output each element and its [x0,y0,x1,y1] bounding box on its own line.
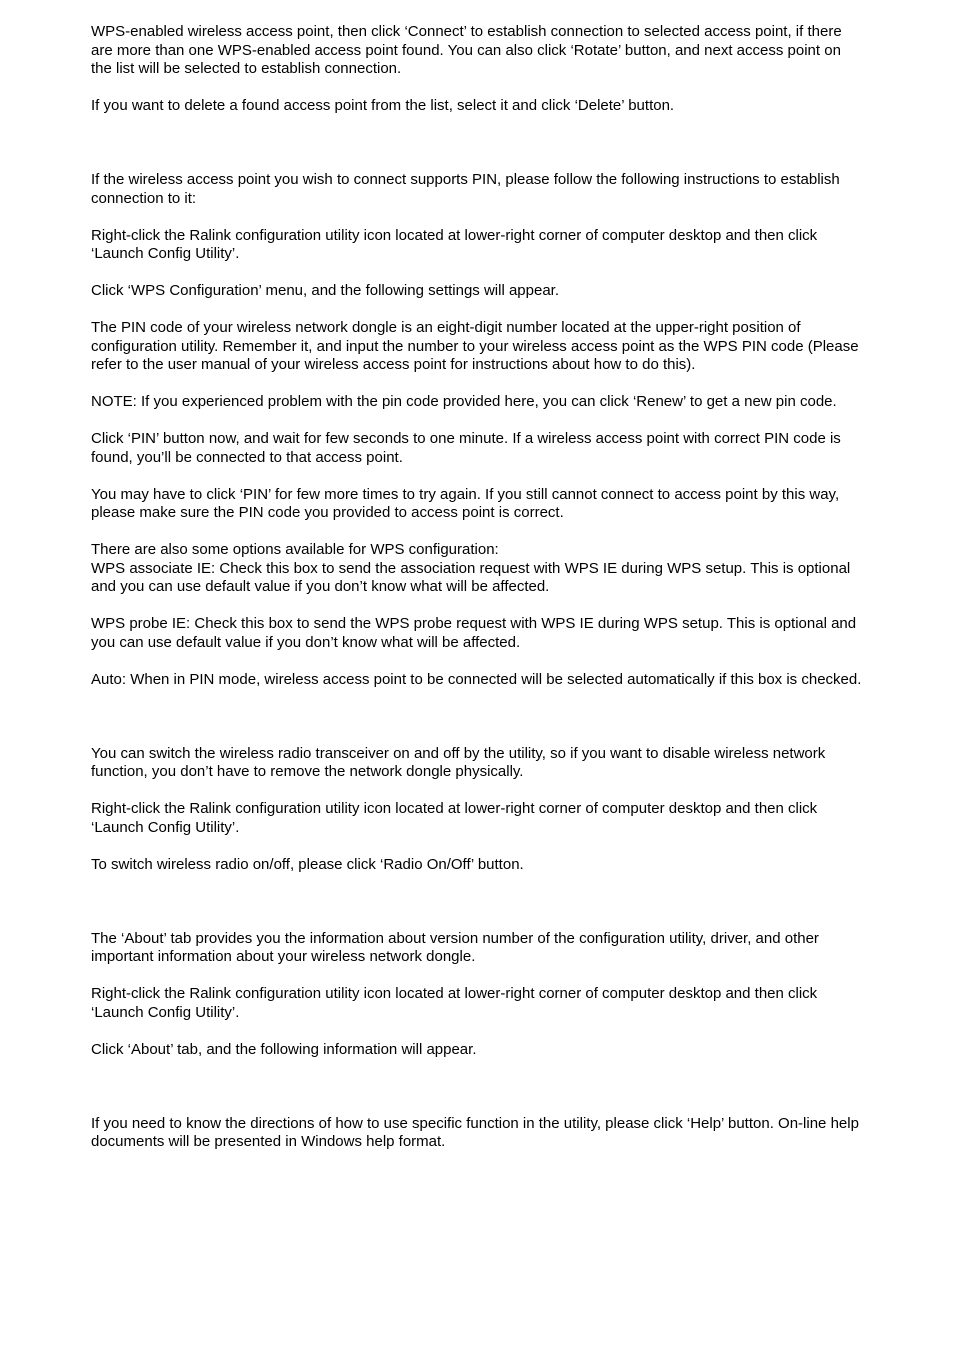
paragraph-wps-options: There are also some options available for WPS configuration: [91,541,499,558]
paragraph-launch-utility: Right-click the Ralink configuration utility icon located at lower-right corner of computer desktop and then click ‘Launch Config Utility’. [91,226,818,262]
paragraph-launch-utility: Right-click the Ralink configuration utility icon located at lower-right corner of computer desktop and then click ‘Launch Config Utility’. [91,800,818,836]
paragraph-retry-pin: You may have to click ‘PIN’ for few more times to try again. If you still cannot connect to access point by this way, please make sure the PIN code you provided to access point is correct. [91,485,840,521]
paragraph-pin-intro: If the wireless access point you wish to connect supports PIN, please follow the following instructions to establish connection to it: [91,171,840,207]
section-gap [91,708,863,745]
paragraph-auto: Auto: When in PIN mode, wireless access point to be connected will be selected automatically if this box is checked. [91,670,862,688]
section-gap [91,1078,863,1115]
paragraph-renew-note: NOTE: If you experienced problem with the pin code provided here, you can click ‘Renew’ to get a new pin code. [91,393,837,410]
paragraph-pin-code: The PIN code of your wireless network dongle is an eight-digit number located at the upper-right position of configuration utility. Remember it, and input the number to your wireless access point as the WPS PIN code (Please refer to the user manual of your wireless access point for instructions about how to do this). [91,319,859,373]
paragraph-help: If you need to know the directions of how to use specific function in the utility, please click ‘Help’ button. On-line help documents will be presented in Windows help format. [91,1114,859,1150]
paragraph-radio-intro: You can switch the wireless radio transceiver on and off by the utility, so if you want to disable wireless network function, you don’t have to remove the network dongle physically. [91,744,826,780]
paragraph-about-intro: The ‘About’ tab provides you the information about version number of the configuration utility, driver, and other important information about your wireless network dongle. [91,929,819,965]
section-gap [91,134,863,171]
paragraph-radio-toggle: To switch wireless radio on/off, please click ‘Radio On/Off’ button. [91,855,524,873]
document-body [91,23,863,1170]
paragraph-wps-connect: WPS-enabled wireless access point, then click ‘Connect’ to establish connection to selected access point, if there are more than one WPS-enabled access point found. You can also click ‘Rotate’ button, and next access point on the list will be selected to establish connection. [91,23,842,77]
paragraph-delete-ap: If you want to delete a found access point from the list, select it and click ‘Delete’ button. [91,97,675,114]
paragraph-about-tab: Click ‘About’ tab, and the following information will appear. [91,1040,477,1058]
paragraph-wps-probe-ie: WPS probe IE: Check this box to send the WPS probe request with WPS IE during WPS setup. This is optional and you can use default value if you don’t know what will be affected. [91,615,857,651]
paragraph-click-pin: Click ‘PIN’ button now, and wait for few seconds to one minute. If a wireless access point with correct PIN code is found, you’ll be connected to that access point. [91,430,841,466]
paragraph-wps-menu: Click ‘WPS Configuration’ menu, and the following settings will appear. [91,282,560,299]
paragraph-wps-associate-ie: WPS associate IE: Check this box to send the association request with WPS IE during WPS setup. This is optional and you can use default value if you don’t know what will be affected. [91,559,851,595]
paragraph-launch-utility: Right-click the Ralink configuration utility icon located at lower-right corner of computer desktop and then click ‘Launch Config Utility’. [91,985,818,1021]
section-gap [91,893,863,930]
